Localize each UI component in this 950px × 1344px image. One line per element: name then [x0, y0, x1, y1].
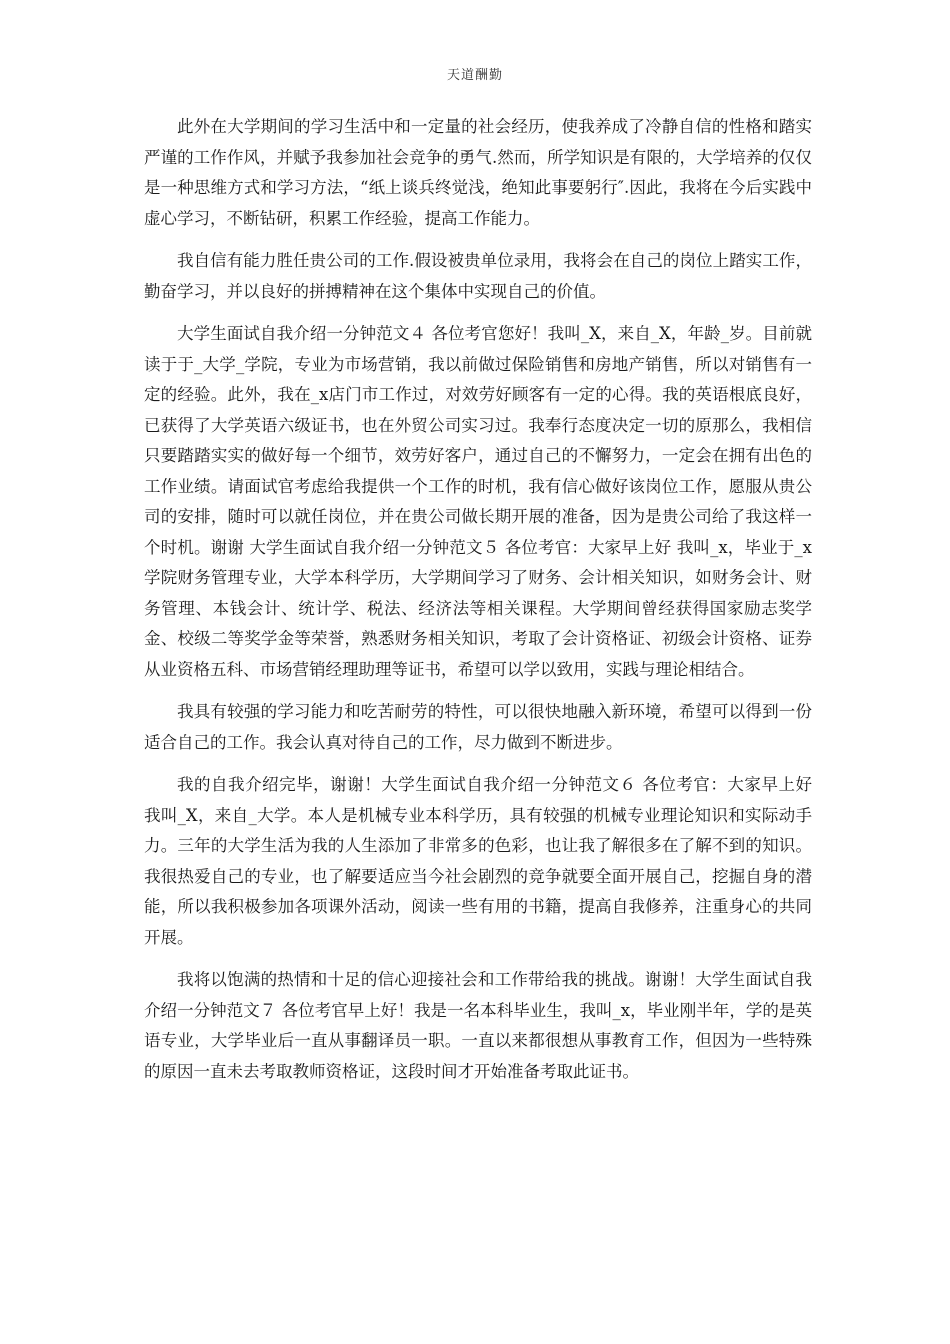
- paragraph-5: 我的自我介绍完毕，谢谢！大学生面试自我介绍一分钟范文６ 各位考官：大家早上好 我叫_X，来自_大学。本人是机械专业本科学历，具有较强的机械专业理论知识和实际动手力。三年的大学生活为我的人生添加了非常多的色彩，也让我了解很多在了解不到的知识。我很热爱自己的专业，也了解要适应当今社会剧烈的竞争就要全面开展自己，挖掘自身的潜能，所以我积极参加各项课外活动，阅读一些有用的书籍，提高自我修养，注重身心的共同开展。: [144, 775, 812, 947]
- paragraph-2: 我自信有能力胜任贵公司的工作.假设被贵单位录用，我将会在自己的岗位上踏实工作，勤奋学习，并以良好的拼搏精神在这个集体中实现自己的价值。: [144, 251, 812, 301]
- paragraph-1: 此外在大学期间的学习生活中和一定量的社会经历，使我养成了冷静自信的性格和踏实严谨的工作作风，并赋予我参加社会竞争的勇气.然而，所学知识是有限的，大学培养的仅仅是一种思维方式和学习方法，“纸上谈兵终觉浅，绝知此事要躬行″.因此，我将在今后实践中虚心学习，不断钻研，积累工作经验，提高工作能力。: [144, 117, 812, 228]
- page-header: 天道酬勤: [446, 68, 503, 83]
- paragraph-6: 我将以饱满的热情和十足的信心迎接社会和工作带给我的挑战。谢谢！大学生面试自我介绍一分钟范文７ 各位考官早上好！我是一名本科毕业生，我叫_x，毕业刚半年，学的是英语专业，大学毕业后一直从事翻译员一职。一直以来都很想从事教育工作，但因为一些特殊的原因一直未去考取教师资格证，这段时间才开始准备考取此证书。: [144, 970, 812, 1081]
- document-body: [144, 112, 812, 1099]
- paragraph-3: 大学生面试自我介绍一分钟范文４ 各位考官您好！我叫_X，来自_X，年龄_岁。目前就读于于_大学_学院，专业为市场营销，我以前做过保险销售和房地产销售，所以对销售有一定的经验。此外，我在_x店门市工作过，对效劳好顾客有一定的心得。我的英语根底良好，已获得了大学英语六级证书，也在外贸公司实习过。我奉行态度决定一切的原那么，我相信只要踏踏实实的做好每一个细节，效劳好客户，通过自己的不懈努力，一定会在拥有出色的工作业绩。请面试官考虑给我提供一个工作的时机，我有信心做好该岗位工作，愿服从贵公司的安排，随时可以就任岗位，并在贵公司做长期开展的准备，因为是贵公司给了我这样一个时机。谢谢 大学生面试自我介绍一分钟范文５ 各位考官：大家早上好 我叫_x，毕业于_x学院财务管理专业，大学本科学历，大学期间学习了财务、会计相关知识，如财务会计、财务管理、本钱会计、统计学、税法、经济法等相关课程。大学期间曾经获得国家励志奖学金、校级二等奖学金等荣誉，熟悉财务相关知识，考取了会计资格证、初级会计资格、证券从业资格五科、市场营销经理助理等证书，希望可以学以致用，实践与理论相结合。: [144, 324, 812, 679]
- paragraph-4: 我具有较强的学习能力和吃苦耐劳的特性，可以很快地融入新环境，希望可以得到一份适合自己的工作。我会认真对待自己的工作，尽力做到不断进步。: [144, 702, 812, 752]
